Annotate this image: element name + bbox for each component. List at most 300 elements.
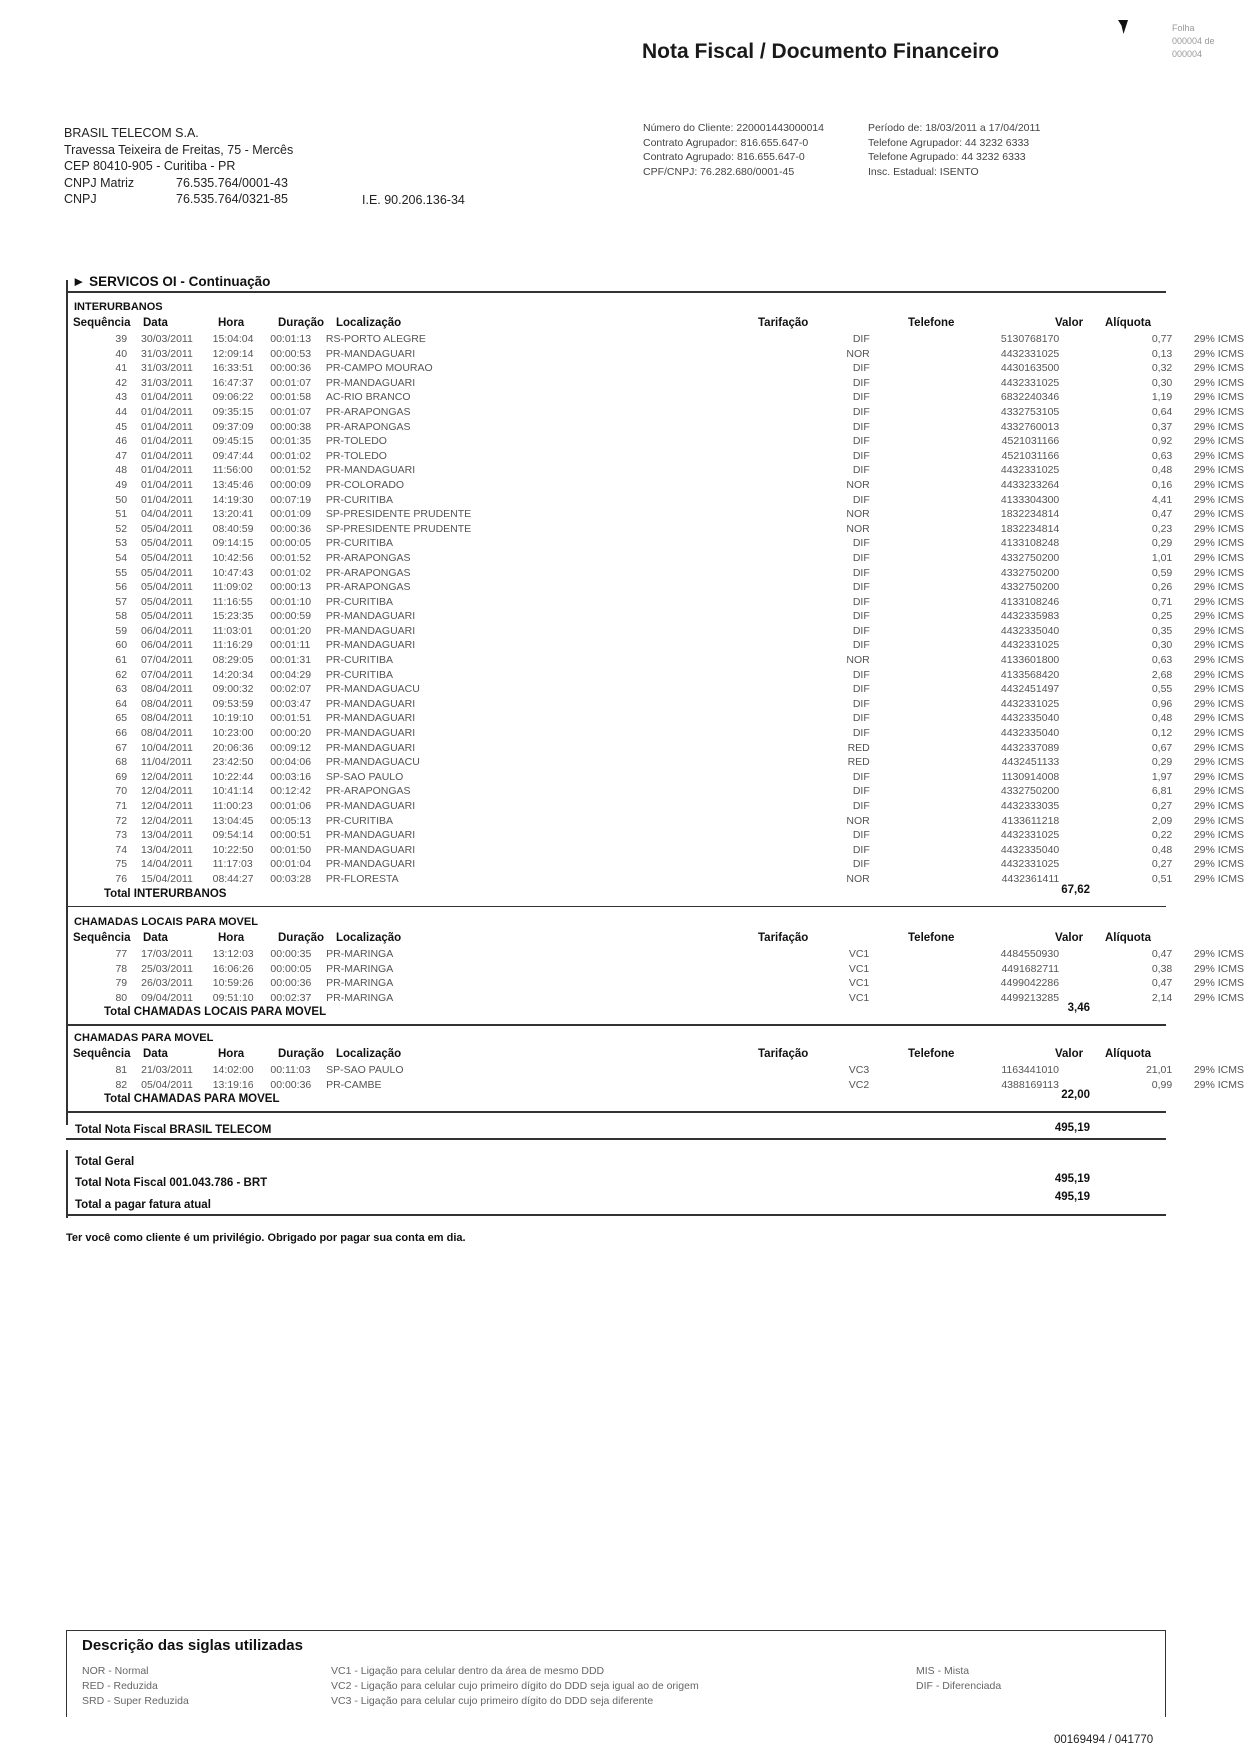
cell-tar: DIF xyxy=(852,420,870,433)
cell-loc: PR-COLORADO xyxy=(325,478,405,491)
cell-ali: 29% ICMS xyxy=(1193,785,1244,798)
cell-dur: 00:00:38 xyxy=(270,420,312,433)
cell-data: 12/04/2011 xyxy=(141,785,193,798)
cell-loc: SP-SAO PAULO xyxy=(325,770,404,783)
cell-loc: PR-ARAPONGAS xyxy=(325,566,411,579)
column-header-data: Data xyxy=(143,317,168,329)
cell-tar: NOR xyxy=(846,654,870,667)
cell-data: 06/04/2011 xyxy=(141,639,193,652)
column-header-tel: Telefone xyxy=(908,932,955,944)
cell-val: 0,48 xyxy=(1151,464,1173,477)
cell-loc: PR-MANDAGUARI xyxy=(325,712,416,725)
cell-seq: 81 xyxy=(115,1064,128,1076)
cell-tel: 4521031166 xyxy=(1001,449,1060,462)
cell-data: 10/04/2011 xyxy=(141,741,193,754)
total-pagar-value: 495,19 xyxy=(1054,1191,1090,1203)
cell-val: 0,63 xyxy=(1151,654,1173,667)
cell-ali: 29% ICMS xyxy=(1193,624,1244,637)
cell-dur: 00:01:13 xyxy=(270,333,312,345)
cell-dur: 00:00:05 xyxy=(270,962,312,975)
cell-hora: 10:41:14 xyxy=(212,785,254,798)
column-header-tar: Tarifação xyxy=(758,932,809,944)
cell-tar: DIF xyxy=(852,405,870,418)
calls-table xyxy=(72,1063,1244,1092)
cell-loc: PR-ARAPONGAS xyxy=(325,581,411,594)
cell-val: 0,48 xyxy=(1151,843,1173,856)
cell-tar: DIF xyxy=(852,595,870,608)
column-header-val: Valor xyxy=(1055,317,1084,329)
cell-ali: 29% ICMS xyxy=(1193,814,1244,827)
column-header-data: Data xyxy=(143,932,168,944)
cell-dur: 00:05:13 xyxy=(270,814,312,827)
cell-seq: 65 xyxy=(115,712,128,725)
cell-hora: 09:37:09 xyxy=(212,420,254,433)
section-divider xyxy=(66,1024,1166,1026)
cell-loc: PR-MARINGA xyxy=(326,991,394,1004)
cell-dur: 00:00:36 xyxy=(270,362,312,375)
cell-seq: 41 xyxy=(115,362,128,375)
cell-tar: VC1 xyxy=(848,991,870,1004)
cell-seq: 61 xyxy=(115,654,128,667)
cell-data: 07/04/2011 xyxy=(141,654,193,667)
cell-data: 12/04/2011 xyxy=(141,814,193,827)
column-header-tel: Telefone xyxy=(908,317,955,329)
column-header-dur: Duração xyxy=(278,1048,325,1060)
cell-loc: SP-PRESIDENTE PRUDENTE xyxy=(325,522,472,535)
cell-data: 01/04/2011 xyxy=(141,464,193,477)
cell-val: 0,51 xyxy=(1151,872,1173,885)
cell-dur: 00:01:11 xyxy=(270,639,311,652)
cell-dur: 00:01:51 xyxy=(270,712,312,725)
page-number: Folha 000004 de 000004 xyxy=(1172,23,1215,59)
cell-loc: PR-FLORESTA xyxy=(325,872,399,885)
cell-seq: 60 xyxy=(115,639,128,652)
cell-loc: PR-MANDAGUARI xyxy=(325,741,416,754)
cell-hora: 11:09:02 xyxy=(212,581,253,594)
legend-column-2: VC1 - Ligação para celular dentro da área de mesmo DDD VC2 - Ligação para celular cujo primeiro dígito do DDD seja igual ao de origem VC3 - Ligação para celular cujo primeiro dígito do DDD seja diferente xyxy=(331,1665,699,1707)
table-row xyxy=(72,784,1244,799)
cell-tar: RED xyxy=(847,756,870,769)
table-row xyxy=(72,493,1244,508)
table-row xyxy=(72,434,1244,449)
cell-dur: 00:01:20 xyxy=(270,624,312,637)
cell-seq: 71 xyxy=(115,800,128,812)
cell-data: 04/04/2011 xyxy=(141,508,193,521)
cell-tar: NOR xyxy=(846,872,870,885)
cell-loc: PR-MANDAGUARI xyxy=(325,727,416,740)
cell-dur: 00:12:42 xyxy=(270,785,312,798)
cell-data: 05/04/2011 xyxy=(141,522,193,535)
cell-seq: 68 xyxy=(115,756,128,769)
cell-ali: 29% ICMS xyxy=(1193,478,1244,491)
column-header-dur: Duração xyxy=(278,932,325,944)
cell-data: 06/04/2011 xyxy=(141,624,193,637)
cell-tar: NOR xyxy=(846,522,870,535)
cell-seq: 43 xyxy=(115,391,128,404)
cell-seq: 62 xyxy=(115,668,128,681)
cell-data: 08/04/2011 xyxy=(141,727,193,740)
column-header-seq: Sequência xyxy=(73,317,131,329)
calls-table xyxy=(72,332,1244,887)
cell-ali: 29% ICMS xyxy=(1193,595,1244,608)
cell-tel: 4432333035 xyxy=(1000,800,1060,812)
cell-seq: 78 xyxy=(115,962,128,975)
cell-dur: 00:03:28 xyxy=(270,872,312,885)
cell-tel: 5130768170 xyxy=(1000,333,1060,345)
cell-tar: DIF xyxy=(852,333,870,345)
cell-hora: 11:56:00 xyxy=(212,464,253,477)
cell-tar: VC2 xyxy=(848,1078,870,1091)
cell-seq: 46 xyxy=(115,435,128,448)
cell-ali: 29% ICMS xyxy=(1193,858,1244,871)
table-row xyxy=(72,770,1244,785)
total-nf-value: 495,19 xyxy=(1054,1173,1090,1185)
cell-data: 05/04/2011 xyxy=(141,610,193,623)
column-header-hora: Hora xyxy=(218,932,245,944)
cell-val: 0,13 xyxy=(1151,347,1173,360)
section-frame-edge xyxy=(66,1150,68,1218)
cell-val: 2,68 xyxy=(1151,668,1173,681)
table-row xyxy=(72,595,1244,610)
cell-seq: 80 xyxy=(115,991,128,1004)
cell-tar: DIF xyxy=(852,785,870,798)
column-header-tel: Telefone xyxy=(908,1048,955,1060)
cell-seq: 56 xyxy=(115,581,128,594)
cell-hora: 09:14:15 xyxy=(212,537,254,550)
cell-ali: 29% ICMS xyxy=(1193,639,1244,652)
cell-tar: DIF xyxy=(852,449,870,462)
cell-hora: 08:29:05 xyxy=(212,654,254,667)
table-row xyxy=(72,478,1244,493)
total-geral-label: Total Geral xyxy=(75,1156,135,1168)
cell-ali: 29% ICMS xyxy=(1193,948,1244,960)
cell-data: 26/03/2011 xyxy=(141,977,193,990)
cell-data: 01/04/2011 xyxy=(141,420,193,433)
section-frame-edge xyxy=(66,280,68,1125)
legend-column-3: MIS - Mista DIF - Diferenciada xyxy=(916,1665,1002,1692)
table-row xyxy=(72,463,1244,478)
cell-loc: PR-TOLEDO xyxy=(325,449,387,462)
cell-tar: DIF xyxy=(852,800,870,812)
cell-loc: AC-RIO BRANCO xyxy=(325,391,411,404)
cell-tel: 4484550930 xyxy=(1000,948,1060,960)
cell-hora: 09:53:59 xyxy=(212,697,254,710)
cell-data: 11/04/2011 xyxy=(141,756,193,769)
cell-ali: 29% ICMS xyxy=(1193,654,1244,667)
cell-hora: 10:22:44 xyxy=(212,770,254,783)
table-row xyxy=(72,741,1244,756)
cell-ali: 29% ICMS xyxy=(1193,493,1244,506)
table-row xyxy=(72,536,1244,551)
cell-tar: DIF xyxy=(852,435,870,448)
cell-tel: 4432331025 xyxy=(1000,829,1060,842)
cell-data: 05/04/2011 xyxy=(141,595,193,608)
table-row xyxy=(72,522,1244,537)
cell-loc: PR-MANDAGUARI xyxy=(325,376,416,389)
cell-val: 4,41 xyxy=(1151,493,1173,506)
legend-title: Descrição das siglas utilizadas xyxy=(82,1637,303,1654)
cell-tel: 4332750200 xyxy=(1000,551,1060,564)
cell-seq: 59 xyxy=(115,624,128,637)
group-total-label: Total INTERURBANOS xyxy=(104,887,227,900)
cell-seq: 57 xyxy=(115,595,128,608)
cell-ali: 29% ICMS xyxy=(1193,712,1244,725)
cell-hora: 08:44:27 xyxy=(212,872,254,885)
footer-code: 00169494 / 041770 xyxy=(1054,1734,1154,1746)
cell-val: 0,27 xyxy=(1151,800,1173,812)
cell-loc: PR-MARINGA xyxy=(326,977,394,990)
cell-tel: 4432331025 xyxy=(1000,464,1060,477)
cell-loc: PR-CAMBE xyxy=(326,1078,382,1091)
cell-tel: 4430163500 xyxy=(1000,362,1060,375)
column-header-hora: Hora xyxy=(218,317,245,329)
cell-ali: 29% ICMS xyxy=(1193,991,1244,1004)
cell-hora: 14:20:34 xyxy=(212,668,254,681)
cell-tar: NOR xyxy=(846,508,870,521)
cell-hora: 11:16:55 xyxy=(212,595,253,608)
cell-tar: VC3 xyxy=(848,1064,870,1076)
cell-ali: 29% ICMS xyxy=(1193,741,1244,754)
cell-dur: 00:01:58 xyxy=(270,391,312,404)
cell-dur: 00:01:04 xyxy=(270,858,312,871)
cell-dur: 00:01:02 xyxy=(270,566,312,579)
cell-tar: DIF xyxy=(852,362,870,375)
cell-val: 2,09 xyxy=(1151,814,1173,827)
cell-tel: 4432451133 xyxy=(1001,756,1060,769)
cell-tel: 4133611218 xyxy=(1001,814,1060,827)
calls-table xyxy=(72,947,1244,1005)
cell-tel: 4432331025 xyxy=(1000,639,1060,652)
cell-val: 0,63 xyxy=(1151,449,1173,462)
cell-ali: 29% ICMS xyxy=(1193,610,1244,623)
cell-tel: 4332750200 xyxy=(1000,566,1060,579)
table-row xyxy=(72,828,1244,843)
cell-tel: 4133568420 xyxy=(1000,668,1060,681)
cell-hora: 14:02:00 xyxy=(212,1064,254,1076)
cell-val: 0,23 xyxy=(1151,522,1173,535)
cell-ali: 29% ICMS xyxy=(1193,683,1244,696)
cell-data: 09/04/2011 xyxy=(141,991,193,1004)
cell-loc: PR-MANDAGUACU xyxy=(325,756,420,769)
cell-data: 30/03/2011 xyxy=(141,333,193,345)
group-total-label: Total CHAMADAS PARA MOVEL xyxy=(104,1093,280,1106)
cell-ali: 29% ICMS xyxy=(1193,333,1244,345)
cell-tar: VC1 xyxy=(848,948,870,960)
cell-tel: 4432331025 xyxy=(1000,376,1060,389)
cell-dur: 00:09:12 xyxy=(270,741,312,754)
cell-tar: DIF xyxy=(852,566,870,579)
cell-dur: 00:01:10 xyxy=(270,595,312,608)
table-row xyxy=(72,551,1244,566)
total-nota-label: Total Nota Fiscal BRASIL TELECOM xyxy=(75,1124,272,1136)
cell-seq: 54 xyxy=(115,551,128,564)
cell-data: 31/03/2011 xyxy=(141,362,193,375)
cell-ali: 29% ICMS xyxy=(1193,508,1244,521)
cell-tel: 4499042286 xyxy=(1000,977,1060,990)
cell-hora: 10:23:00 xyxy=(212,727,254,740)
column-header-hora: Hora xyxy=(218,1048,245,1060)
cell-loc: PR-CURITIBA xyxy=(325,493,393,506)
cell-data: 07/04/2011 xyxy=(141,668,193,681)
cell-hora: 10:59:26 xyxy=(212,977,254,990)
cell-hora: 13:19:16 xyxy=(212,1078,254,1091)
cell-seq: 42 xyxy=(115,376,128,389)
cell-ali: 29% ICMS xyxy=(1193,977,1244,990)
cell-hora: 11:16:29 xyxy=(212,639,253,652)
cell-val: 0,92 xyxy=(1151,435,1173,448)
cell-dur: 00:03:47 xyxy=(270,697,312,710)
cell-dur: 00:11:03 xyxy=(270,1064,311,1076)
cell-val: 0,27 xyxy=(1151,858,1173,871)
cell-seq: 40 xyxy=(115,347,128,360)
cell-loc: PR-MANDAGUARI xyxy=(325,624,416,637)
cell-val: 2,14 xyxy=(1151,991,1173,1004)
table-row xyxy=(72,668,1244,683)
table-row xyxy=(72,624,1244,639)
cell-ali: 29% ICMS xyxy=(1193,1078,1244,1091)
cell-ali: 29% ICMS xyxy=(1193,727,1244,740)
table-row xyxy=(72,638,1244,653)
cell-ali: 29% ICMS xyxy=(1193,770,1244,783)
cell-dur: 00:01:52 xyxy=(270,464,312,477)
table-row xyxy=(72,755,1244,770)
cell-val: 0,32 xyxy=(1151,362,1173,375)
cell-tar: NOR xyxy=(846,347,870,360)
company-info: BRASIL TELECOM S.A. Travessa Teixeira de Freitas, 75 - Mercês CEP 80410-905 - Curitiba - PR CNPJ Matriz 76.535.764/0001-43 CNPJ 76.535.764/0321-85 xyxy=(64,126,294,206)
cell-ali: 29% ICMS xyxy=(1193,872,1244,885)
cell-seq: 52 xyxy=(115,522,128,535)
cell-dur: 00:00:53 xyxy=(270,347,312,360)
cell-ali: 29% ICMS xyxy=(1193,962,1244,975)
cell-hora: 10:19:10 xyxy=(212,712,254,725)
cell-tar: DIF xyxy=(852,551,870,564)
cell-tar: RED xyxy=(847,741,870,754)
cell-seq: 79 xyxy=(115,977,128,990)
section-divider xyxy=(66,1111,1166,1113)
cell-ali: 29% ICMS xyxy=(1193,405,1244,418)
cell-data: 05/04/2011 xyxy=(141,1078,193,1091)
cell-loc: SP-SAO PAULO xyxy=(326,1064,404,1076)
cell-val: 0,29 xyxy=(1151,537,1173,550)
cell-tel: 4432335040 xyxy=(1000,843,1060,856)
cell-dur: 00:01:02 xyxy=(270,449,312,462)
cell-data: 01/04/2011 xyxy=(141,493,193,506)
cell-loc: PR-CURITIBA xyxy=(325,814,393,827)
cell-loc: PR-TOLEDO xyxy=(325,435,387,448)
cell-tar: DIF xyxy=(852,376,870,389)
cell-seq: 53 xyxy=(115,537,128,550)
cell-hora: 16:06:26 xyxy=(212,962,254,975)
cell-tel: 4433233264 xyxy=(1000,478,1060,491)
cell-tel: 4432335983 xyxy=(1000,610,1060,623)
cell-hora: 11:17:03 xyxy=(212,858,253,871)
cell-data: 31/03/2011 xyxy=(141,347,193,360)
cell-val: 0,26 xyxy=(1151,581,1173,594)
cell-dur: 00:01:50 xyxy=(270,843,312,856)
cell-loc: PR-CURITIBA xyxy=(325,668,393,681)
column-header-loc: Localização xyxy=(336,1048,402,1060)
table-row xyxy=(72,947,1244,962)
table-row xyxy=(72,449,1244,464)
cell-data: 05/04/2011 xyxy=(141,581,193,594)
cell-dur: 00:02:37 xyxy=(270,991,312,1004)
cell-data: 01/04/2011 xyxy=(141,449,193,462)
cell-val: 0,55 xyxy=(1151,683,1173,696)
cell-hora: 09:54:14 xyxy=(212,829,254,842)
cell-tar: NOR xyxy=(846,478,870,491)
cell-hora: 13:20:41 xyxy=(212,508,254,521)
cell-tar: DIF xyxy=(852,712,870,725)
cell-hora: 09:35:15 xyxy=(212,405,254,418)
cell-ali: 29% ICMS xyxy=(1193,391,1244,404)
table-row xyxy=(72,580,1244,595)
cell-val: 0,22 xyxy=(1151,829,1173,842)
table-row xyxy=(72,976,1244,991)
cell-loc: RS-PORTO ALEGRE xyxy=(325,333,426,345)
cell-tel: 4491682711 xyxy=(1001,962,1060,975)
cell-hora: 10:42:56 xyxy=(212,551,254,564)
cell-seq: 50 xyxy=(115,493,128,506)
cell-tar: DIF xyxy=(852,639,870,652)
cell-tel: 4133304300 xyxy=(1000,493,1060,506)
cell-seq: 63 xyxy=(115,683,128,696)
column-header-loc: Localização xyxy=(336,317,402,329)
column-header-seq: Sequência xyxy=(73,1048,131,1060)
table-row xyxy=(72,726,1244,741)
cell-dur: 00:01:35 xyxy=(270,435,312,448)
table-row xyxy=(72,814,1244,829)
table-row xyxy=(72,405,1244,420)
cell-data: 05/04/2011 xyxy=(141,551,193,564)
column-header-dur: Duração xyxy=(278,317,325,329)
column-header-ali: Alíquota xyxy=(1105,317,1151,329)
cell-tel: 4432335040 xyxy=(1000,624,1060,637)
cell-tar: DIF xyxy=(852,581,870,594)
cell-dur: 00:01:09 xyxy=(270,508,312,521)
cell-loc: PR-CURITIBA xyxy=(325,537,393,550)
cell-tel: 4432335040 xyxy=(1000,712,1060,725)
cell-loc: PR-MARINGA xyxy=(326,948,394,960)
cell-tar: DIF xyxy=(852,610,870,623)
section-title: ► SERVICOS OI - Continuação xyxy=(72,274,271,289)
cell-dur: 00:00:59 xyxy=(270,610,312,623)
cell-seq: 45 xyxy=(115,420,128,433)
cell-seq: 58 xyxy=(115,610,128,623)
total-nf-label: Total Nota Fiscal 001.043.786 - BRT xyxy=(75,1177,268,1189)
cell-data: 12/04/2011 xyxy=(141,770,193,783)
cell-val: 0,30 xyxy=(1151,376,1173,389)
cell-data: 01/04/2011 xyxy=(141,435,193,448)
cell-val: 0,47 xyxy=(1151,948,1173,960)
cell-seq: 73 xyxy=(115,829,128,842)
cell-dur: 00:01:07 xyxy=(270,405,312,418)
cell-data: 14/04/2011 xyxy=(141,858,193,871)
cell-tar: DIF xyxy=(852,464,870,477)
section-divider xyxy=(66,906,1166,908)
cell-tel: 6832240346 xyxy=(1000,391,1060,404)
cell-val: 0,16 xyxy=(1151,478,1173,491)
group-total-value: 67,62 xyxy=(1061,883,1090,896)
cell-ali: 29% ICMS xyxy=(1193,362,1244,375)
cell-ali: 29% ICMS xyxy=(1193,1064,1244,1076)
cell-hora: 09:47:44 xyxy=(212,449,254,462)
cell-val: 0,47 xyxy=(1151,977,1173,990)
cell-ali: 29% ICMS xyxy=(1193,376,1244,389)
cell-seq: 72 xyxy=(115,814,128,827)
cell-ali: 29% ICMS xyxy=(1193,435,1244,448)
cell-hora: 13:04:45 xyxy=(212,814,254,827)
cell-seq: 55 xyxy=(115,566,128,579)
